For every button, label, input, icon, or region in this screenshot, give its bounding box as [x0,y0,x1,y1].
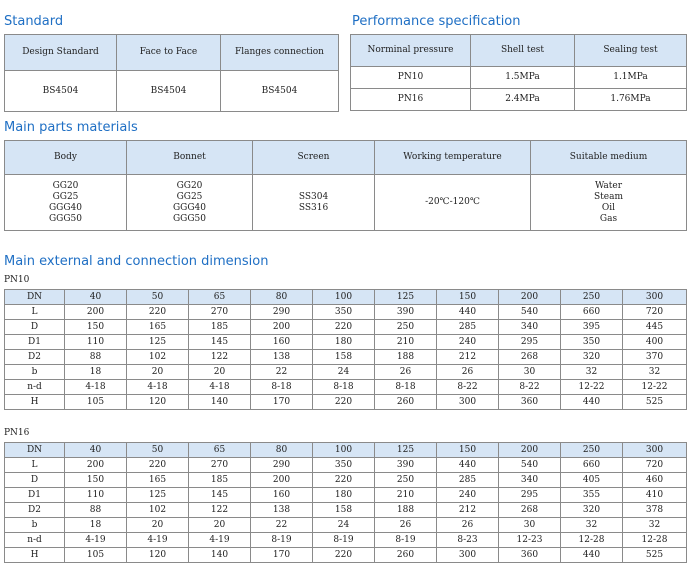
dimension-value: 185 [189,473,251,488]
body-materials [5,175,127,231]
dn-size: 250 [561,443,623,458]
dimension-value: 290 [251,458,313,473]
pressure-value: PN16 [351,89,471,111]
pn10-dimension-table [4,289,687,410]
dimension-value: 320 [561,503,623,518]
dimension-value: 360 [499,395,561,410]
dimension-value: 8-18 [251,380,313,395]
dimension-value: 260 [375,548,437,563]
dimension-value: 525 [623,548,687,563]
dimension-value: 88 [65,503,127,518]
dimension-value: 105 [65,395,127,410]
row-label: b [5,365,65,380]
dimension-value: 8-19 [251,533,313,548]
sealing-test-value: 1.1MPa [575,67,687,89]
dimension-value: 170 [251,548,313,563]
dimension-value: 8-23 [437,533,499,548]
dimension-value: 122 [189,503,251,518]
dimension-value: 105 [65,548,127,563]
material-item: GGG40 [172,202,207,213]
material-item: GGG50 [48,213,83,224]
dimension-value: 370 [623,350,687,365]
dimension-value: 102 [127,503,189,518]
row-label: H [5,548,65,563]
dimension-value: 212 [437,503,499,518]
dimension-value: 102 [127,350,189,365]
materials-table [4,140,687,231]
dn-header-row [5,290,687,305]
flanges-connection-value: BS4504 [221,71,339,112]
dimension-row [5,488,687,503]
dimension-row [5,533,687,548]
pn16-dimension-table [4,442,687,563]
dn-header-row [5,443,687,458]
dn-size: 125 [375,290,437,305]
dimension-value: 88 [65,350,127,365]
sealing-test-header: Sealing test [575,35,687,67]
dimension-value: 250 [375,320,437,335]
dimension-value: 180 [313,335,375,350]
suitable-medium-header: Suitable medium [531,141,687,175]
dimension-value: 220 [313,548,375,563]
dimension-value: 350 [561,335,623,350]
dimension-value: 295 [499,335,561,350]
dn-size: 100 [313,290,375,305]
dimension-value: 268 [499,350,561,365]
dimension-value: 150 [65,473,127,488]
dimension-row [5,503,687,518]
dimension-value: 22 [251,518,313,533]
screen-materials [253,175,375,231]
medium-item: Steam [593,191,623,202]
pn16-label: PN16 [4,428,30,438]
pressure-value: PN10 [351,67,471,89]
dimension-value: 158 [313,350,375,365]
dimension-value: 145 [189,335,251,350]
materials-heading: Main parts materials [4,120,138,135]
dn-size: 80 [251,443,313,458]
dimension-value: 660 [561,458,623,473]
dimension-value: 122 [189,350,251,365]
dimension-value: 170 [251,395,313,410]
material-item: GG20 [176,180,203,191]
dimension-value: 125 [127,488,189,503]
dimension-value: 720 [623,458,687,473]
dimension-value: 8-18 [375,380,437,395]
row-label: n-d [5,533,65,548]
dimension-value: 400 [623,335,687,350]
dimension-value: 8-19 [375,533,437,548]
dimension-value: 200 [251,473,313,488]
dimension-value: 26 [437,365,499,380]
dn-size: 150 [437,443,499,458]
material-item: GG25 [176,191,203,202]
dimension-value: 350 [313,458,375,473]
dimension-value: 540 [499,305,561,320]
dimension-value: 525 [623,395,687,410]
dimension-value: 185 [189,320,251,335]
row-label: D [5,320,65,335]
dimension-value: 125 [127,335,189,350]
dimension-value: 250 [375,473,437,488]
row-label: L [5,458,65,473]
dimension-value: 240 [437,488,499,503]
dimension-value: 138 [251,350,313,365]
flanges-connection-header: Flanges connection [221,35,339,71]
dimension-value: 290 [251,305,313,320]
dimension-value: 460 [623,473,687,488]
dimension-value: 390 [375,458,437,473]
dn-size: 50 [127,290,189,305]
screen-header: Screen [253,141,375,175]
design-standard-value: BS4504 [5,71,117,112]
dimension-value: 720 [623,305,687,320]
dn-size: 40 [65,443,127,458]
row-label: D1 [5,488,65,503]
medium-item: Gas [599,213,618,224]
dimension-row [5,380,687,395]
dimension-row [5,335,687,350]
pn10-label: PN10 [4,275,30,285]
dimension-value: 220 [313,473,375,488]
working-temperature-header: Working temperature [375,141,531,175]
dimension-value: 160 [251,488,313,503]
row-label: L [5,305,65,320]
dimension-value: 660 [561,305,623,320]
dimension-value: 8-18 [313,380,375,395]
dimension-value: 110 [65,488,127,503]
material-item: SS316 [298,202,329,213]
dimension-value: 200 [65,458,127,473]
dimension-value: 285 [437,473,499,488]
dimension-value: 20 [127,518,189,533]
dimension-value: 20 [127,365,189,380]
row-label: n-d [5,380,65,395]
dimension-value: 4-19 [65,533,127,548]
dimension-value: 4-19 [189,533,251,548]
dimension-value: 8-22 [437,380,499,395]
dn-size: 200 [499,290,561,305]
dimension-row [5,395,687,410]
dimension-value: 12-28 [561,533,623,548]
dimension-value: 220 [313,320,375,335]
dimension-value: 12-23 [499,533,561,548]
dimension-value: 140 [189,395,251,410]
standard-table [4,34,339,112]
dimension-value: 18 [65,518,127,533]
dimension-value: 220 [313,395,375,410]
dimension-value: 4-18 [127,380,189,395]
dimension-value: 270 [189,458,251,473]
dimension-value: 355 [561,488,623,503]
row-label: DN [5,290,65,305]
dimension-value: 30 [499,365,561,380]
face-to-face-value: BS4504 [117,71,221,112]
dimension-value: 8-19 [313,533,375,548]
dn-size: 125 [375,443,437,458]
dimension-value: 120 [127,395,189,410]
dimension-value: 4-18 [65,380,127,395]
dimension-value: 158 [313,503,375,518]
material-item: SS304 [298,191,329,202]
dimension-value: 24 [313,365,375,380]
dimension-value: 12-28 [623,533,687,548]
face-to-face-header: Face to Face [117,35,221,71]
dimension-value: 540 [499,458,561,473]
dimension-value: 18 [65,365,127,380]
dimension-value: 188 [375,503,437,518]
dimension-value: 30 [499,518,561,533]
dimension-row [5,305,687,320]
dimension-value: 188 [375,350,437,365]
dimension-row [5,458,687,473]
dn-size: 150 [437,290,499,305]
dimension-row [5,518,687,533]
row-label: D1 [5,335,65,350]
dimension-value: 24 [313,518,375,533]
dimension-value: 165 [127,320,189,335]
dimension-value: 220 [127,305,189,320]
dimension-value: 150 [65,320,127,335]
dimension-value: 285 [437,320,499,335]
dimension-value: 390 [375,305,437,320]
dimension-value: 440 [437,458,499,473]
dimension-value: 300 [437,548,499,563]
dimension-value: 260 [375,395,437,410]
dimension-value: 240 [437,335,499,350]
dn-size: 100 [313,443,375,458]
dimension-row [5,548,687,563]
dimension-row [5,350,687,365]
dn-size: 65 [189,290,251,305]
standard-heading: Standard [4,14,64,29]
dimension-value: 20 [189,365,251,380]
dimension-value: 405 [561,473,623,488]
dimension-row [5,365,687,380]
dimension-value: 440 [437,305,499,320]
dimension-value: 4-18 [189,380,251,395]
dimension-value: 440 [561,395,623,410]
dimension-value: 22 [251,365,313,380]
material-item: GG20 [52,180,79,191]
dimension-value: 26 [375,365,437,380]
medium-item: Oil [601,202,616,213]
dimension-value: 340 [499,473,561,488]
dn-size: 50 [127,443,189,458]
dn-size: 300 [623,443,687,458]
dimension-value: 220 [127,458,189,473]
dimension-value: 160 [251,335,313,350]
dimension-value: 110 [65,335,127,350]
row-label: DN [5,443,65,458]
dimension-value: 200 [65,305,127,320]
dimension-value: 200 [251,320,313,335]
dimension-value: 8-22 [499,380,561,395]
dimension-value: 300 [437,395,499,410]
shell-test-header: Shell test [471,35,575,67]
dimension-value: 378 [623,503,687,518]
dn-size: 65 [189,443,251,458]
row-label: D2 [5,350,65,365]
dimensions-heading: Main external and connection dimension [4,254,269,269]
dimension-value: 138 [251,503,313,518]
material-item: GGG40 [48,202,83,213]
design-standard-header: Design Standard [5,35,117,71]
material-item: GGG50 [172,213,207,224]
dimension-value: 20 [189,518,251,533]
row-label: D [5,473,65,488]
dimension-value: 360 [499,548,561,563]
body-header: Body [5,141,127,175]
dimension-value: 445 [623,320,687,335]
material-item: GG25 [52,191,79,202]
nominal-pressure-header: Norminal pressure [351,35,471,67]
dimension-value: 140 [189,548,251,563]
dimension-value: 32 [561,365,623,380]
dimension-value: 26 [375,518,437,533]
dimension-value: 268 [499,503,561,518]
shell-test-value: 1.5MPa [471,67,575,89]
dimension-value: 210 [375,335,437,350]
dimension-value: 180 [313,488,375,503]
dimension-value: 410 [623,488,687,503]
dimension-value: 270 [189,305,251,320]
medium-list [531,175,687,231]
dimension-value: 32 [623,518,687,533]
row-label: D2 [5,503,65,518]
dimension-value: 440 [561,548,623,563]
dn-size: 300 [623,290,687,305]
dimension-value: 12-22 [623,380,687,395]
medium-item: Water [594,180,623,191]
row-label: b [5,518,65,533]
dimension-value: 295 [499,488,561,503]
performance-heading: Performance specification [352,14,521,29]
dn-size: 250 [561,290,623,305]
dn-size: 40 [65,290,127,305]
dimension-value: 32 [623,365,687,380]
dimension-value: 320 [561,350,623,365]
dimension-value: 340 [499,320,561,335]
shell-test-value: 2.4MPa [471,89,575,111]
dn-size: 200 [499,443,561,458]
sealing-test-value: 1.76MPa [575,89,687,111]
dimension-value: 12-22 [561,380,623,395]
dimension-row [5,473,687,488]
dimension-value: 212 [437,350,499,365]
performance-table [350,34,687,111]
dimension-row [5,320,687,335]
temperature-value: -20℃-120℃ [375,175,531,231]
row-label: H [5,395,65,410]
dn-size: 80 [251,290,313,305]
dimension-value: 4-19 [127,533,189,548]
bonnet-header: Bonnet [127,141,253,175]
dimension-value: 210 [375,488,437,503]
dimension-value: 120 [127,548,189,563]
dimension-value: 26 [437,518,499,533]
dimension-value: 145 [189,488,251,503]
bonnet-materials [127,175,253,231]
dimension-value: 32 [561,518,623,533]
dimension-value: 165 [127,473,189,488]
dimension-value: 350 [313,305,375,320]
dimension-value: 395 [561,320,623,335]
